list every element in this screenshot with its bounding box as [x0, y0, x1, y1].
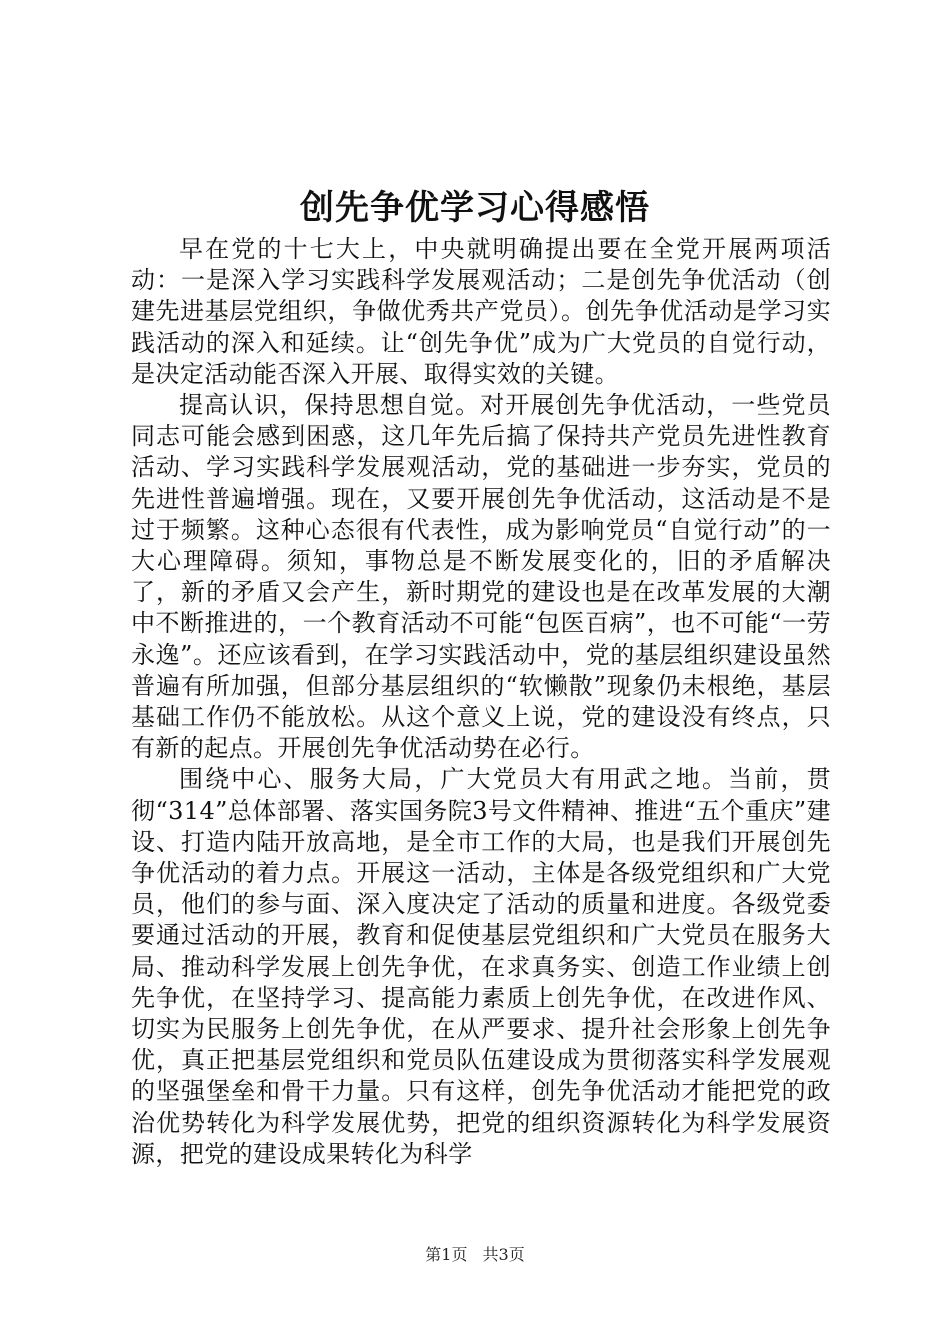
- paragraph-2: 提高认识，保持思想自觉。对开展创先争优活动，一些党员同志可能会感到困惑，这几年先后搞了保持共产党员先进性教育活动、学习实践科学发展观活动，党的基础进一步夯实，党员的先进性普遍增强。现在，又要开展创先争优活动，这活动是不是过于频繁。这种心态很有代表性，成为影响党员“自觉行动”的一大心理障碍。须知，事物总是不断发展变化的，旧的矛盾解决了，新的矛盾又会产生，新时期党的建设也是在改革发展的大潮中不断推进的，一个教育活动不可能“包医百病”，也不可能“一劳永逸”。还应该看到，在学习实践活动中，党的基层组织建设虽然普遍有所加强，但部分基层组织的“软懒散”现象仍未根绝，基层基础工作仍不能放松。从这个意义上说，党的建设没有终点，只有新的起点。开展创先争优活动势在必行。: [131, 391, 831, 763]
- page-total: 共3页: [482, 1245, 525, 1264]
- page-footer: [0, 1243, 950, 1267]
- document-title: 创先争优学习心得感悟: [300, 188, 650, 228]
- page-number: 第1页: [425, 1245, 468, 1264]
- paragraph-3: 围绕中心、服务大局，广大党员大有用武之地。当前，贯彻“314”总体部署、落实国务院3号文件精神、推进“五个重庆”建设、打造内陆开放高地，是全市工作的大局，也是我们开展创先争优活动的着力点。开展这一活动，主体是各级党组织和广大党员，他们的参与面、深入度决定了活动的质量和进度。各级党委要通过活动的开展，教育和促使基层党组织和广大党员在服务大局、推动科学发展上创先争优，在求真务实、创造工作业绩上创先争优，在坚持学习、提高能力素质上创先争优，在改进作风、切实为民服务上创先争优，在从严要求、提升社会形象上创先争优，真正把基层党组织和党员队伍建设成为贯彻落实科学发展观的坚强堡垒和骨干力量。只有这样，创先争优活动才能把党的政治优势转化为科学发展优势，把党的组织资源转化为科学发展资源，把党的建设成果转化为科学: [131, 765, 831, 1168]
- paragraph-1: 早在党的十七大上，中央就明确提出要在全党开展两项活动：一是深入学习实践科学发展观活动；二是创先争优活动（创建先进基层党组织，争做优秀共产党员）。创先争优活动是学习实践活动的深入和延续。让“创先争优”成为广大党员的自觉行动，是决定活动能否深入开展、取得实效的关键。: [131, 235, 831, 388]
- document-body: [131, 234, 831, 1170]
